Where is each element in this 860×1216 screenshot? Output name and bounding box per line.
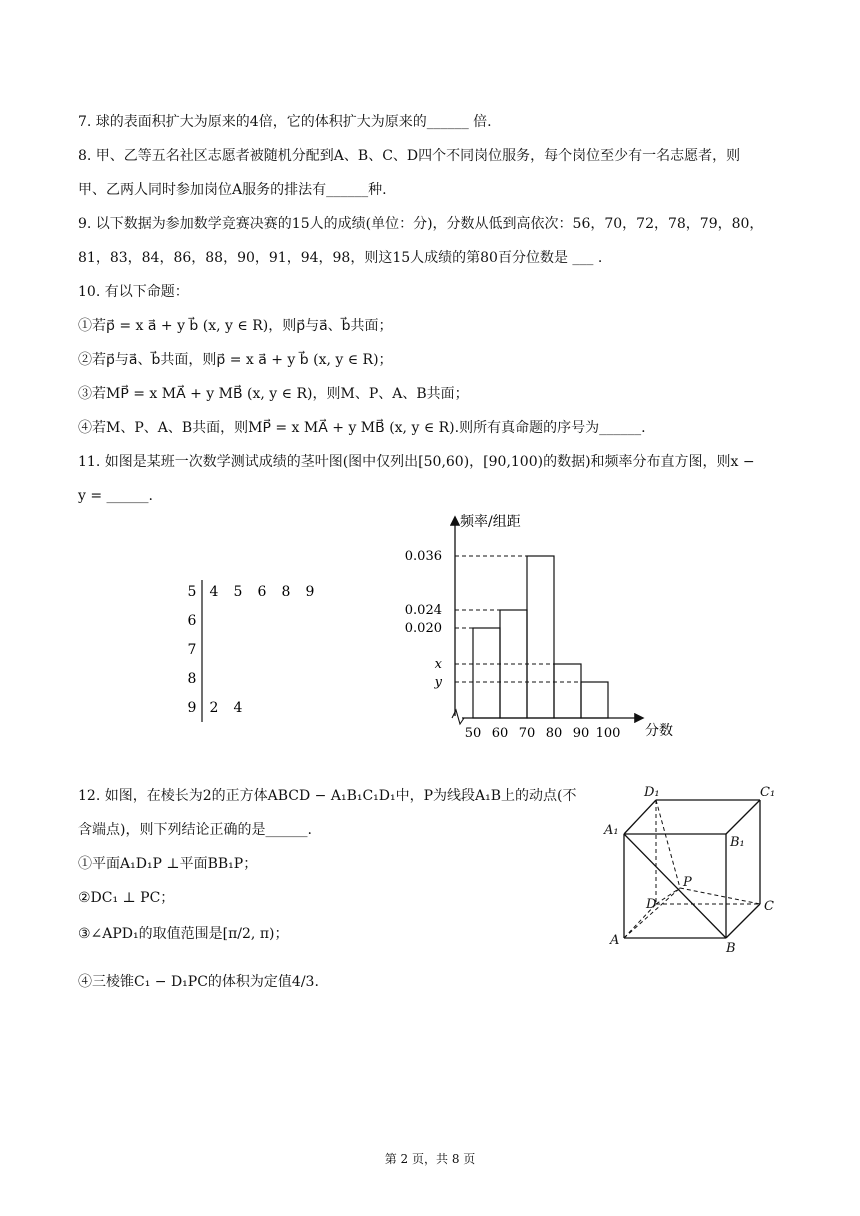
vertex-label-b1: B₁ bbox=[730, 835, 745, 850]
x-tick-label: 70 bbox=[518, 726, 536, 741]
y-tick-label: 0.024 bbox=[404, 603, 442, 618]
question-12-option-2: ②DC₁ ⊥ PC； bbox=[78, 890, 175, 906]
question-10-option-1: ①若p⃗ = x a⃗ + y b⃗ (x, y ∈ R)，则p⃗与a⃗、b⃗共面； bbox=[78, 318, 393, 334]
question-8-line-2: 甲、乙两人同时参加岗位A服务的排法有______种. bbox=[78, 182, 387, 198]
histogram-bar bbox=[581, 682, 608, 718]
question-12-option-4: ④三棱锥C₁ − D₁PC的体积为定值4/3. bbox=[78, 974, 319, 990]
stem-8: 8 bbox=[187, 671, 197, 687]
cube-diagram bbox=[600, 780, 790, 960]
leaf: 8 bbox=[281, 584, 291, 600]
stem-leaf-plot bbox=[180, 570, 340, 730]
stem-7: 7 bbox=[187, 642, 197, 658]
x-tick-label: 90 bbox=[572, 726, 590, 741]
axis-break bbox=[452, 710, 464, 724]
question-10-option-4: ④若M、P、A、B共面，则MP⃗ = x MA⃗ + y MB⃗ (x, y ∈ R).则所有真命题的序号为______. bbox=[78, 420, 646, 436]
y-tick-label: 0.036 bbox=[404, 549, 442, 564]
leaf: 5 bbox=[233, 584, 243, 600]
vertex-label-d1: D₁ bbox=[644, 785, 660, 800]
x-tick-label: 60 bbox=[491, 726, 509, 741]
stem-6: 6 bbox=[187, 613, 197, 629]
question-11-line-1: 11. 如图是某班一次数学测试成绩的茎叶图(图中仅列出[50,60)，[90,100)的数据)和频率分布直方图，则x − bbox=[78, 454, 755, 470]
question-9-line-2: 81，83，84，86，88，90，91，94，98，则这15人成绩的第80百分位数是 ___ . bbox=[78, 250, 603, 266]
histogram-bar bbox=[554, 664, 581, 718]
question-10-title: 10. 有以下命题： bbox=[78, 284, 189, 300]
vertex-label-c1: C₁ bbox=[760, 785, 776, 800]
leaf: 4 bbox=[233, 700, 243, 716]
question-9-line-1: 9. 以下数据为参加数学竞赛决赛的15人的成绩(单位：分)，分数从低到高依次：56，70，72，78，79，80， bbox=[78, 216, 764, 232]
stem-5: 5 bbox=[187, 584, 197, 600]
leaf: 6 bbox=[257, 584, 267, 600]
histogram-bar bbox=[473, 628, 500, 718]
stem-9: 9 bbox=[187, 700, 197, 716]
y-tick-label: y bbox=[434, 675, 442, 690]
question-10-option-3: ③若MP⃗ = x MA⃗ + y MB⃗ (x, y ∈ R)，则M、P、A、B共面； bbox=[78, 386, 469, 402]
x-tick-label: 50 bbox=[464, 726, 482, 741]
leaf: 9 bbox=[305, 584, 315, 600]
question-7: 7. 球的表面积扩大为原来的4倍，它的体积扩大为原来的______ 倍. bbox=[78, 114, 492, 130]
question-12-line-2: 含端点)，则下列结论正确的是______. bbox=[78, 822, 312, 838]
page-footer: 第 2 页，共 8 页 bbox=[384, 1152, 476, 1166]
leaf: 2 bbox=[209, 700, 219, 716]
frequency-histogram bbox=[400, 506, 690, 751]
leaf: 4 bbox=[209, 584, 219, 600]
x-tick-label: 80 bbox=[545, 726, 563, 741]
question-12-option-1: ①平面A₁D₁P ⊥平面BB₁P； bbox=[78, 856, 258, 872]
question-11-line-2: y = ______. bbox=[78, 488, 153, 504]
vertex-label-c: C bbox=[764, 899, 774, 914]
y-axis-label: 频率/组距 bbox=[460, 514, 521, 530]
vertex-label-a1: A₁ bbox=[604, 823, 619, 838]
question-8-line-1: 8. 甲、乙等五名社区志愿者被随机分配到A、B、C、D四个不同岗位服务，每个岗位至少有一名志愿者，则 bbox=[78, 148, 741, 164]
vertex-label-a: A bbox=[610, 933, 620, 948]
question-10-option-2: ②若p⃗与a⃗、b⃗共面，则p⃗ = x a⃗ + y b⃗ (x, y ∈ R)； bbox=[78, 352, 393, 368]
vertex-label-p: P bbox=[683, 875, 692, 890]
x-tick-label: 100 bbox=[595, 726, 621, 741]
x-axis-label: 分数 bbox=[645, 723, 673, 739]
y-tick-label: 0.020 bbox=[404, 621, 442, 636]
histogram-bar bbox=[527, 556, 554, 718]
y-tick-label: x bbox=[434, 657, 442, 672]
vertex-label-d: D bbox=[646, 897, 657, 912]
question-12-line-1: 12. 如图，在棱长为2的正方体ABCD − A₁B₁C₁D₁中，P为线段A₁B上的动点(不 bbox=[78, 788, 577, 804]
vertex-label-b: B bbox=[726, 941, 736, 956]
question-12-option-3: ③∠APD₁的取值范围是[π/2, π)； bbox=[78, 926, 289, 942]
